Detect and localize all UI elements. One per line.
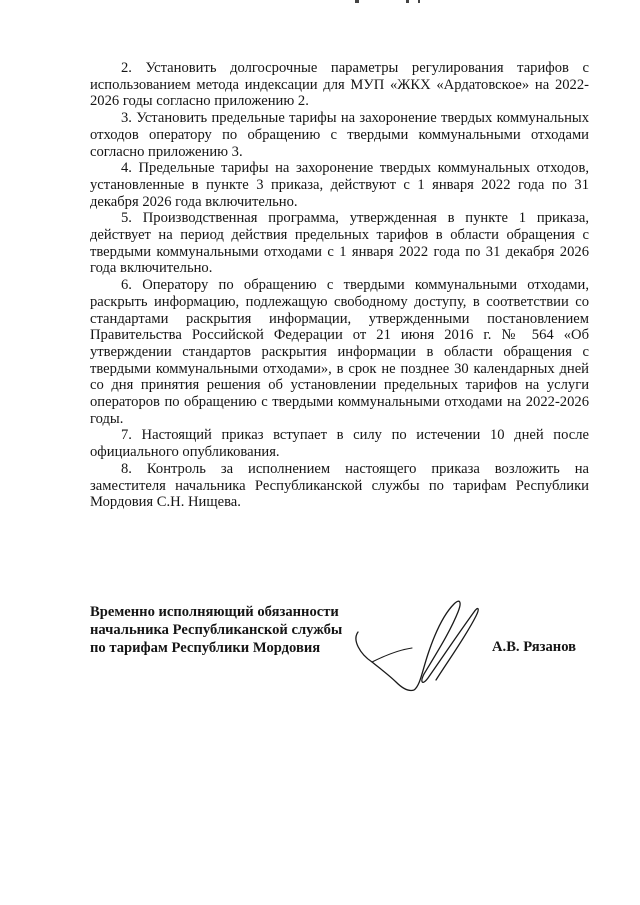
- signatory-title-line: начальника Республиканской службы: [90, 622, 343, 638]
- signatory-name: А.В. Рязанов: [492, 639, 577, 655]
- order-item-8: 8. Контроль за исполнением настоящего приказа возложить на заместителя начальника Республиканской службы по тарифам Республики Мордовия С.Н. Нищева.: [90, 460, 589, 511]
- order-item-6: 6. Оператору по обращению с твердыми коммунальными отходами, раскрыть информацию, подлежащую свободному доступу, в соответствии со стандартами раскрытия информации, утвержденными постановлением Правительства Российской Федерации от 21 июня 2016 г. № 564 «Об утверждении стандартов раскрытия информации в области обращения с твердыми коммунальными отходами», в срок не позднее 30 календарных дней со дня принятия решения об установлении предельных тарифов на услуги операторов по обращению с твердыми коммунальными отходами на 2022-2026 годы.: [90, 277, 589, 427]
- scan-artifact: [355, 0, 359, 3]
- signatory-title-line: Временно исполняющий обязанности: [90, 604, 339, 620]
- order-body: [90, 60, 589, 511]
- scan-artifact: [418, 0, 420, 3]
- order-item-5: 5. Производственная программа, утвержденная в пункте 1 приказа, действует на период действия предельных тарифов в области обращения с твердыми коммунальными отходами с 1 января 2022 года по 31 декабря 2026 года включительно.: [90, 210, 589, 277]
- handwritten-signature: [350, 592, 490, 702]
- order-item-2: 2. Установить долгосрочные параметры регулирования тарифов с использованием метода индексации для МУП «ЖКХ «Ардатовское» на 2022-2026 годы согласно приложению 2.: [90, 60, 589, 110]
- scan-artifact: [406, 0, 409, 3]
- signatory-title-line: по тарифам Республики Мордовия: [90, 640, 321, 656]
- order-item-4: 4. Предельные тарифы на захоронение твердых коммунальных отходов, установленные в пункте 3 приказа, действуют с 1 января 2022 года по 31 декабря 2026 года включительно.: [90, 160, 589, 210]
- order-item-7: 7. Настоящий приказ вступает в силу по истечении 10 дней после официального опубликования.: [90, 427, 589, 461]
- signatory-title: [90, 603, 342, 657]
- order-item-3: 3. Установить предельные тарифы на захоронение твердых коммунальных отходов оператору по обращению с твердыми коммунальными отходами согласно приложению 3.: [90, 110, 589, 160]
